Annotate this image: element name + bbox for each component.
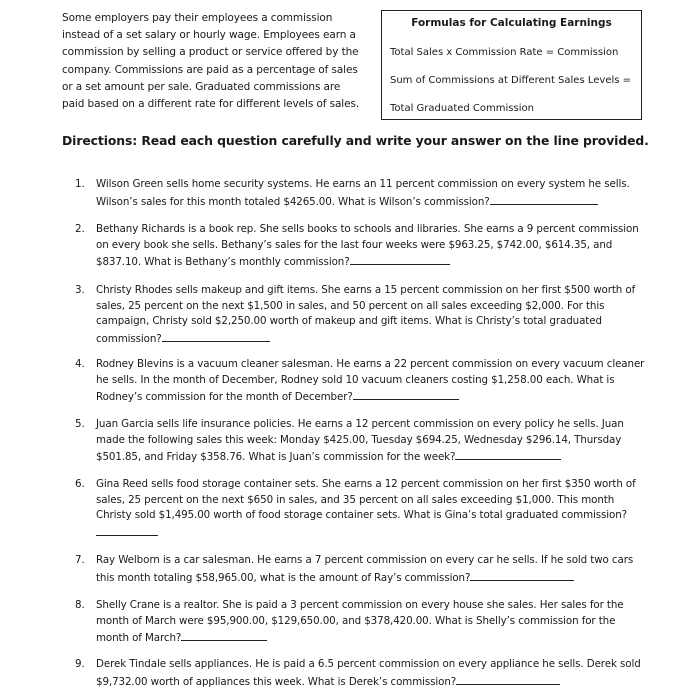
- formula-commission: Total Sales x Commission Rate = Commission: [390, 47, 619, 58]
- question-number: 8.: [75, 599, 85, 611]
- answer-line[interactable]: [455, 448, 561, 460]
- question-number: 7.: [75, 554, 85, 566]
- question-text: Christy Rhodes sells makeup and gift items. She earns a 15 percent commission on her first $500 worth of sales, 25 percent on the next $1,500 in sales, and 50 percent on all sales exceeding $2,000. For this campaign, Christy sold $2,250.00 worth of makeup and gift items. What is Christy’s total graduated commission?: [96, 284, 636, 345]
- answer-line[interactable]: [181, 629, 267, 641]
- question-number: 2.: [75, 223, 85, 235]
- question-number: 9.: [75, 658, 85, 670]
- question-1: [75, 177, 645, 210]
- question-number: 5.: [75, 418, 85, 430]
- question-text: Gina Reed sells food storage container sets. She earns a 12 percent commission on her first $350 worth of sales, 25 percent on the next $650 in sales, and 35 percent on all sales exceeding $1,000. This month Christy sold $1,495.00 worth of food storage container sets. What is Gina’s total graduated commission?: [96, 478, 636, 521]
- answer-line[interactable]: [456, 673, 560, 685]
- question-text: Derek Tindale sells appliances. He is paid a 6.5 percent commission on every appliance he sells. Derek sold $9,732.00 worth of appliances this week. What is Derek’s commission?: [96, 658, 641, 688]
- question-number: 1.: [75, 178, 85, 190]
- question-7: [75, 553, 645, 586]
- question-9: [75, 657, 645, 690]
- answer-line[interactable]: [96, 524, 158, 536]
- question-6: [75, 477, 645, 541]
- formula-graduated-line1: Sum of Commissions at Different Sales Levels =: [390, 75, 632, 86]
- question-text: Shelly Crane is a realtor. She is paid a 3 percent commission on every house she sales. Her sales for the month of March were $95,900.00, $129,650.00, and $378,420.00. What is Shelly’s commission for the month of March?: [96, 599, 624, 644]
- formulas-box: [381, 10, 642, 120]
- question-8: [75, 598, 645, 647]
- question-text: Juan Garcia sells life insurance policies. He earns a 12 percent commission on every policy he sells. Juan made the following sales this week: Monday $425.00, Tuesday $694.25, Wednesday $296.14, Thursday $501.85, and Friday $358.76. What is Juan’s commission for the week?: [96, 418, 624, 463]
- question-5: [75, 417, 645, 466]
- question-text: Bethany Richards is a book rep. She sells books to schools and libraries. She earns a 9 percent commission on every book she sells. Bethany’s sales for the last four weeks were $963.25, $742.00, $614.35, and $837.10. What is Bethany’s monthly commission?: [96, 223, 639, 268]
- question-2: [75, 222, 645, 271]
- question-4: [75, 357, 645, 406]
- question-text: Wilson Green sells home security systems. He earns an 11 percent commission on every system he sells. Wilson’s sales for this month totaled $4265.00. What is Wilson’s commission?: [96, 178, 630, 208]
- answer-line[interactable]: [350, 253, 450, 265]
- answer-line[interactable]: [353, 388, 459, 400]
- answer-line[interactable]: [470, 569, 574, 581]
- formula-graduated-line2: Total Graduated Commission: [390, 103, 534, 114]
- answer-line[interactable]: [490, 193, 598, 205]
- question-3: [75, 283, 645, 347]
- question-text: Ray Welborn is a car salesman. He earns a 7 percent commission on every car he sells. If he sold two cars this month totaling $58,965.00, what is the amount of Ray’s commission?: [96, 554, 634, 584]
- question-text: Rodney Blevins is a vacuum cleaner salesman. He earns a 22 percent commission on every vacuum cleaner he sells. In the month of December, Rodney sold 10 vacuum cleaners costing $1,258.00 each. What is Rodney’s commission for the month of December?: [96, 358, 645, 403]
- question-number: 4.: [75, 358, 85, 370]
- intro-paragraph: Some employers pay their employees a commission instead of a set salary or hourly wage. Employees earn a commission by selling a product or service offered by the company. Commissions are paid as a percentage of sales or a set amount per sale. Graduated commissions are paid based on a different rate for different levels of sales.: [62, 12, 360, 111]
- directions: Directions: Read each question carefully and write your answer on the line provided.: [62, 133, 649, 148]
- formulas-title: Formulas for Calculating Earnings: [411, 17, 612, 29]
- answer-line[interactable]: [162, 330, 270, 342]
- question-number: 6.: [75, 478, 85, 490]
- question-number: 3.: [75, 284, 85, 296]
